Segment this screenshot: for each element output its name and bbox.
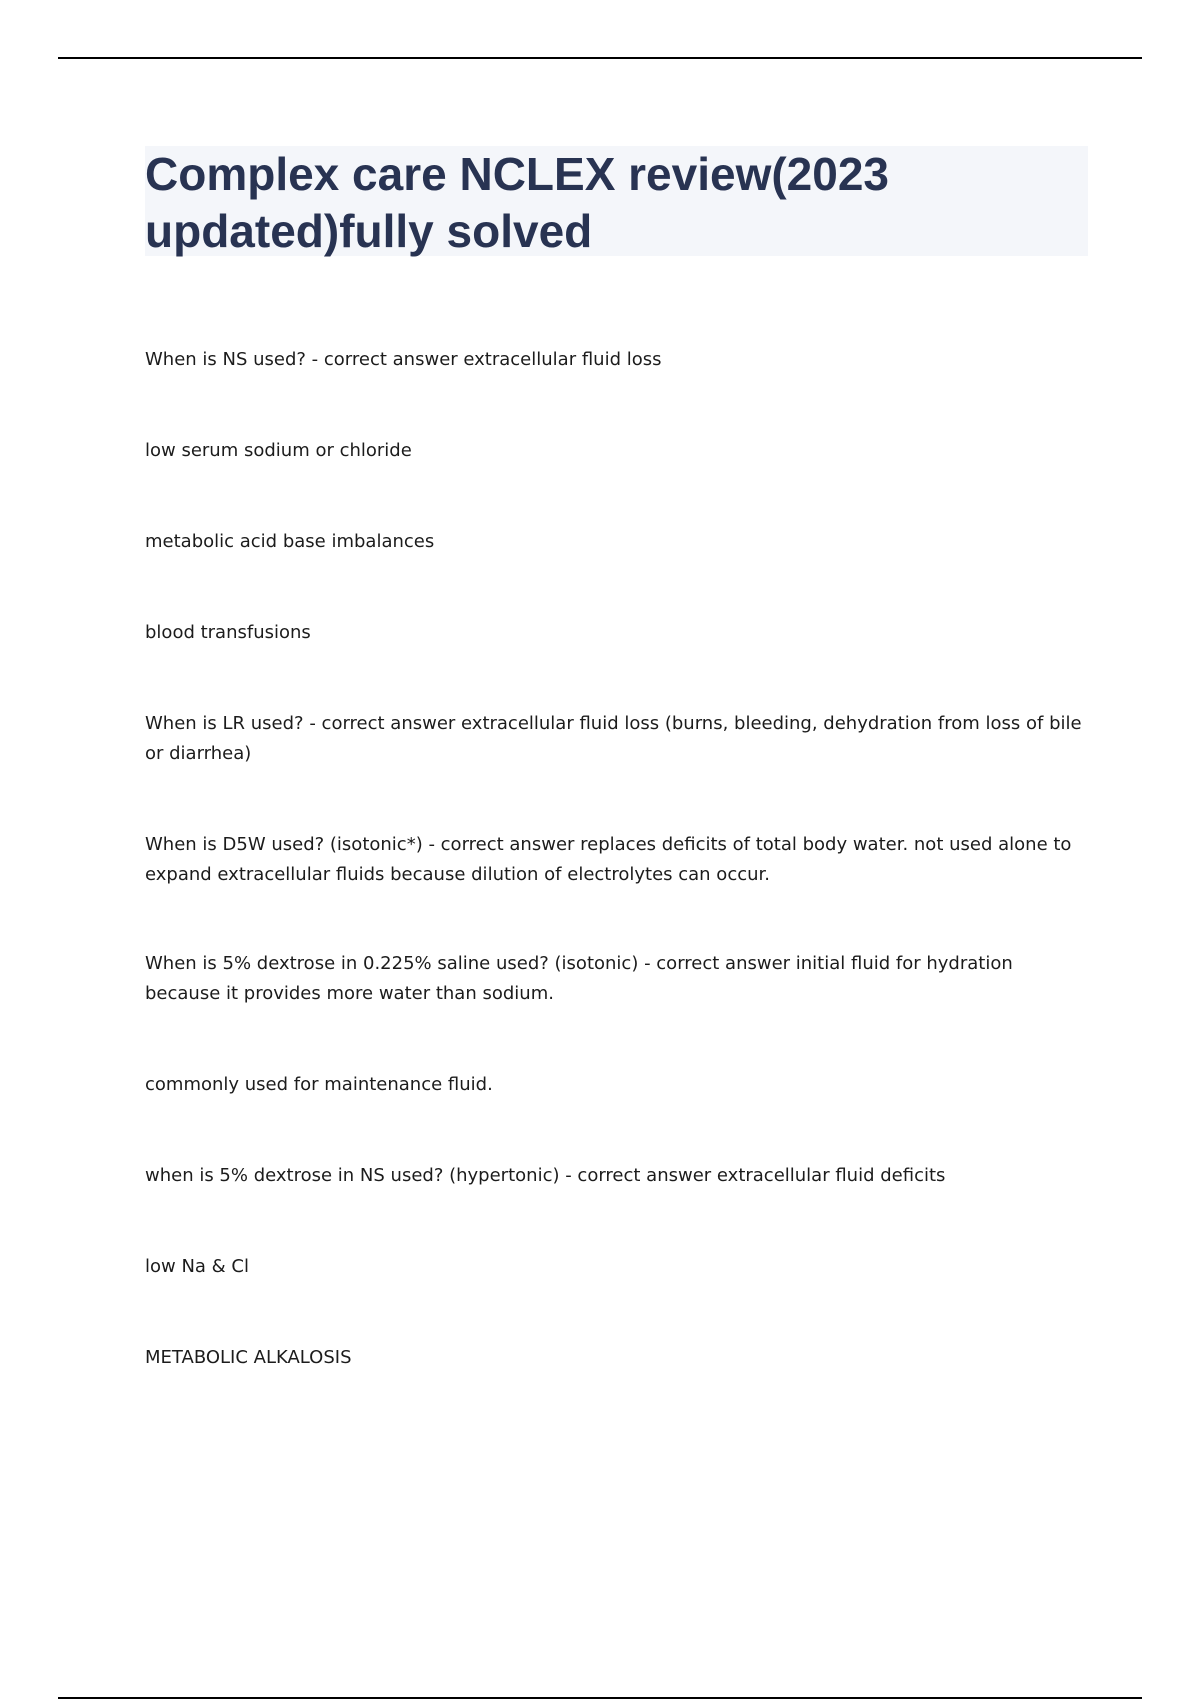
paragraph-metabolic-alkalosis: METABOLIC ALKALOSIS <box>145 1347 352 1368</box>
top-rule <box>58 57 1142 59</box>
paragraph-dextrose-ns: when is 5% dextrose in NS used? (hypertonic) - correct answer extracellular fluid deficits <box>145 1165 946 1186</box>
paragraph-low-na-cl: low Na & Cl <box>145 1256 250 1277</box>
paragraph-acid-base: metabolic acid base imbalances <box>145 531 435 552</box>
paragraph-dextrose-saline: When is 5% dextrose in 0.225% saline used? (isotonic) - correct answer initial fluid for hydration because it provides more water than sodium. <box>145 953 1013 1004</box>
title-banner <box>145 146 1088 256</box>
paragraph-lr-used: When is LR used? - correct answer extracellular fluid loss (burns, bleeding, dehydration from loss of bile or diarrhea) <box>145 713 1082 764</box>
page-title: Complex care NCLEX review(2023 updated)fully solved <box>145 148 890 257</box>
bottom-rule <box>58 1697 1142 1699</box>
paragraph-ns-used: When is NS used? - correct answer extracellular fluid loss <box>145 349 662 370</box>
paragraph-maintenance-fluid: commonly used for maintenance fluid. <box>145 1074 493 1095</box>
paragraph-low-sodium: low serum sodium or chloride <box>145 440 412 461</box>
paragraph-d5w-used: When is D5W used? (isotonic*) - correct answer replaces deficits of total body water. not used alone to expand extracellular fluids because dilution of electrolytes can occur. <box>145 834 1072 885</box>
paragraph-blood-transfusions: blood transfusions <box>145 622 311 643</box>
